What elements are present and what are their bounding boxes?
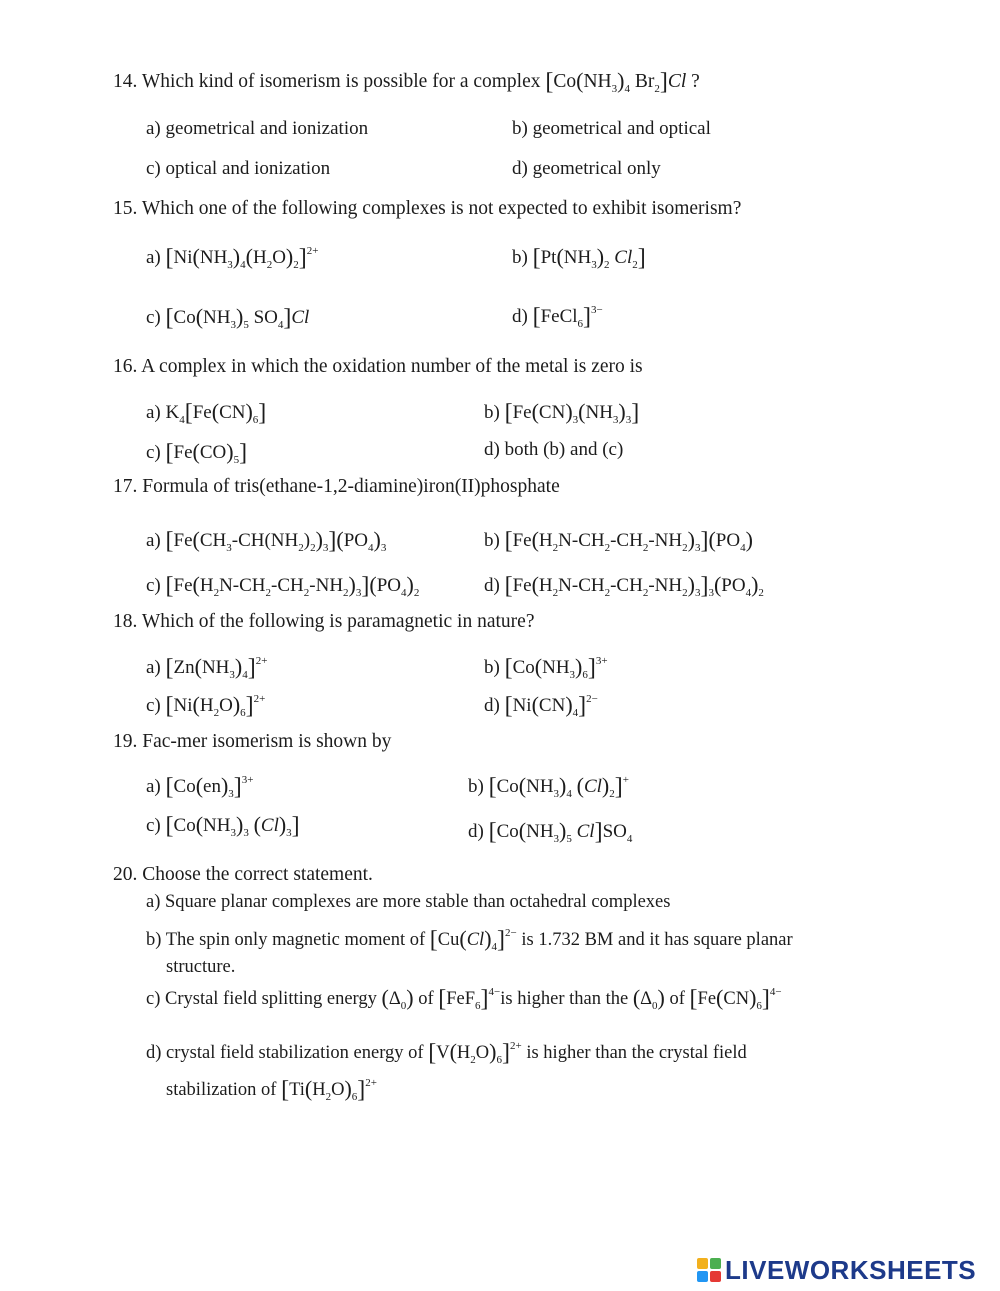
q15-option-b: b) [$Pt(NH_3)_2$ $Cl_2$]	[512, 244, 646, 271]
q20-c-of-1: of	[418, 989, 434, 1009]
q20-d-post: is higher than the crystal field	[526, 1043, 747, 1063]
q17-option-c: c) $[Fe(H_2N-CH_2-CH_2-NH_2)_3](PO_4)_2$	[146, 572, 420, 599]
question-15-text: 15. Which one of the following complexes is not expected to exhibit isomerism?	[113, 198, 742, 219]
question-14-formula: [$Co(NH_3)_4$ $Br_2]Cl$ ?	[545, 68, 700, 95]
q20-c-pre: c) Crystal field splitting energy	[146, 989, 377, 1009]
question-14	[113, 68, 700, 96]
q20-statement-a: a) Square planar complexes are more stable than octahedral complexes	[146, 892, 671, 912]
q20-b-pre: b) The spin only magnetic moment of	[146, 930, 426, 950]
question-18-text: 18. Which of the following is paramagnetic in nature?	[113, 611, 535, 632]
q20-statement-c: c) Crystal field splitting energy $(\Delta_0)$ of $[FeF_6]^{4-}is$ higher than the $(\Delta_0)$ of $[Fe(CN)_6]^{4-}$	[146, 985, 782, 1012]
q20-c-mid: is higher than the	[500, 989, 629, 1009]
question-16-text: 16. A complex in which the oxidation number of the metal is zero is	[113, 356, 643, 377]
q14-option-b: b) geometrical and optical	[512, 118, 711, 139]
question-14-text: 14. Which kind of isomerism is possible for a complex	[113, 71, 541, 92]
q20-statement-d: d) crystal field stabilization energy of $[V(H_2O)_6]^{2+}$ is higher than the crystal field	[146, 1039, 747, 1066]
q20-b-continued: structure.	[166, 957, 236, 977]
question-17-text: 17. Formula of tris(ethane-1,2-diamine)iron(II)phosphate	[113, 476, 560, 497]
q20-statement-b: b) The spin only magnetic moment of $[Cu(Cl)_4]^{2-}$ is 1.732 BM and it has square planar	[146, 926, 793, 953]
q18-option-b: b) $[Co(NH_3)_6]^{3+}$	[484, 654, 608, 681]
q19-option-d: d) [$Co(NH_3)_5$ $Cl]SO_4$	[468, 818, 633, 845]
q20-c-of-2: of	[669, 989, 685, 1009]
q14-option-d: d) geometrical only	[512, 158, 661, 179]
logo-squares-icon	[697, 1258, 721, 1282]
q18-option-c: c) $[Ni(H_2O)_6]^{2+}$	[146, 692, 266, 719]
q16-option-b: b) $[Fe(CN)_3(NH_3)_3]$	[484, 399, 640, 426]
q17-option-a: a) $[Fe(CH_3-CH(NH_2)_2)_3](PO_4)_3$	[146, 527, 387, 554]
q18-option-d: d) $[Ni(CN)_4]^{2-}$	[484, 692, 598, 719]
q16-option-c: c) $[Fe(CO)_5]$	[146, 439, 248, 466]
q19-option-a: a) $[Co(en)_3]^{3+}$	[146, 773, 254, 800]
q19-option-b: b) [$Co(NH_3)_4$ $(Cl)_2]^+$	[468, 773, 629, 800]
q20-d-continued: stabilization of $[Ti(H_2O)_6]^{2+}$	[166, 1076, 378, 1103]
q15-option-d: d) [FeCl$_6$]$^{3-}$	[512, 304, 603, 330]
q15-option-a: a) $[Ni(NH_3)_4(H_2O)_2]^{2+}$	[146, 244, 319, 271]
q19-option-c: c) [$Co(NH_3)_3$ $(Cl)_3$]	[146, 812, 300, 839]
q20-d-cont-text: stabilization of	[166, 1080, 277, 1100]
q14-option-a: a) geometrical and ionization	[146, 118, 369, 139]
q20-d-pre: d) crystal field stabilization energy of	[146, 1043, 424, 1063]
q17-option-d: d) $[Fe(H_2N-CH_2-CH_2-NH_2)_3]_3(PO_4)_2$	[484, 572, 764, 599]
q15-option-c: c) [$Co(NH_3)_5$ $SO_4]Cl$	[146, 304, 310, 331]
liveworksheets-logo	[697, 1252, 976, 1288]
question-20-text: 20. Choose the correct statement.	[113, 864, 373, 885]
q18-option-a: a) $[Zn(NH_3)_4]^{2+}$	[146, 654, 268, 681]
question-19-text: 19. Fac-mer isomerism is shown by	[113, 731, 392, 752]
q16-option-d: d) both (b) and (c)	[484, 439, 624, 460]
q14-option-c: c) optical and ionization	[146, 158, 331, 179]
logo-text: LIVEWORKSHEETS	[725, 1254, 977, 1285]
q16-option-a: a) $K_4[Fe(CN)_6]$	[146, 399, 267, 426]
q20-b-post: is 1.732 BM and it has square planar	[521, 930, 793, 950]
q17-option-b: b) $[Fe(H_2N-CH_2-CH_2-NH_2)_3](PO_4)$	[484, 527, 753, 554]
